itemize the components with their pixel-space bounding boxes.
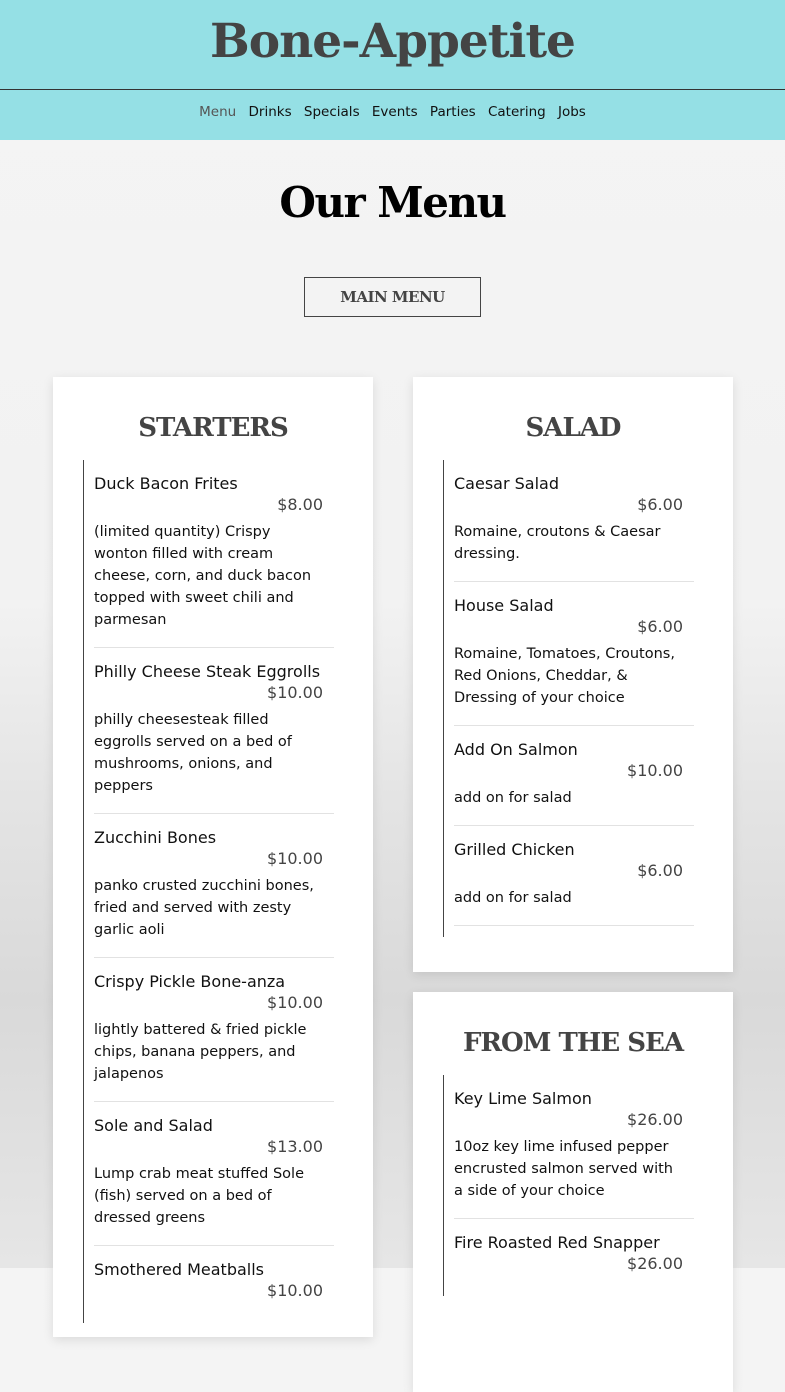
item-name: Caesar Salad [454, 474, 559, 493]
item-description: Romaine, croutons & Caesar dressing. [454, 524, 661, 562]
starters-card [53, 377, 373, 1337]
nav-jobs[interactable]: Jobs [558, 104, 586, 120]
menu-item [454, 826, 694, 926]
sea-list [443, 1075, 694, 1296]
item-price: $10.00 [267, 849, 323, 868]
item-description: 10oz key lime infused pepper encrusted salmon served with a side of your choice [454, 1139, 673, 1199]
item-name: Add On Salmon [454, 740, 578, 759]
item-description: (limited quantity) Crispy wonton filled with cream cheese, corn, and duck bacon topped with sweet chili and parmesan [94, 524, 312, 628]
menu-item [454, 1219, 694, 1296]
item-price: $10.00 [267, 993, 323, 1012]
site-header [0, 0, 785, 140]
item-price: $6.00 [637, 495, 683, 514]
salad-card [413, 377, 733, 972]
nav-events[interactable]: Events [371, 104, 418, 120]
item-name: Philly Cheese Steak Eggrolls [94, 662, 321, 681]
item-price: $10.00 [267, 683, 323, 702]
salad-list [443, 460, 694, 937]
item-price: $6.00 [637, 861, 683, 880]
item-price: $10.00 [627, 761, 683, 780]
menu-item [94, 648, 334, 814]
item-description: lightly battered & fried pickle chips, banana peppers, and jalapenos [94, 1022, 307, 1082]
item-price: $26.00 [627, 1254, 683, 1273]
nav-specials[interactable]: Specials [303, 104, 360, 120]
item-price: $8.00 [277, 495, 323, 514]
menu-item [94, 1102, 334, 1246]
item-name: Crispy Pickle Bone-anza [94, 972, 286, 991]
brand-logo[interactable]: Bone-Appetite [210, 14, 575, 69]
nav-parties[interactable]: Parties [429, 104, 476, 120]
from-the-sea-card [413, 992, 733, 1392]
page-title: Our Menu [279, 178, 506, 227]
nav-catering[interactable]: Catering [487, 104, 546, 120]
item-name: Zucchini Bones [94, 828, 217, 847]
header-divider [0, 89, 785, 90]
item-description: Lump crab meat stuffed Sole (fish) served on a bed of dressed greens [94, 1166, 304, 1226]
item-name: Grilled Chicken [454, 840, 575, 859]
menu-item [94, 1246, 334, 1323]
item-description: add on for salad [454, 790, 572, 806]
item-price: $26.00 [627, 1110, 683, 1129]
item-name: Key Lime Salmon [454, 1089, 592, 1108]
section-title: SALAD [525, 413, 621, 443]
menu-item [454, 582, 694, 726]
item-name: House Salad [454, 596, 554, 615]
menu-item [94, 460, 334, 648]
item-description: add on for salad [454, 890, 572, 906]
menu-item [454, 460, 694, 582]
item-description: philly cheesesteak filled eggrolls served on a bed of mushrooms, onions, and peppers [94, 712, 292, 794]
item-name: Sole and Salad [94, 1116, 213, 1135]
item-description: panko crusted zucchini bones, fried and served with zesty garlic aoli [94, 878, 314, 938]
item-price: $6.00 [637, 617, 683, 636]
item-description: Romaine, Tomatoes, Croutons, Red Onions, Cheddar, & Dressing of your choice [454, 646, 675, 706]
starters-list [83, 460, 334, 1323]
nav-drinks[interactable]: Drinks [248, 104, 292, 120]
menu-item [94, 814, 334, 958]
item-price: $10.00 [267, 1281, 323, 1300]
item-name: Duck Bacon Frites [94, 474, 238, 493]
main-menu-button[interactable]: MAIN MENU [304, 277, 481, 317]
menu-item [94, 958, 334, 1102]
section-title: FROM THE SEA [462, 1028, 684, 1058]
section-title: STARTERS [138, 413, 288, 443]
item-price: $13.00 [267, 1137, 323, 1156]
menu-item [454, 726, 694, 826]
item-name: Smothered Meatballs [94, 1260, 265, 1279]
nav-menu[interactable]: Menu [199, 104, 237, 120]
main-nav [0, 104, 785, 120]
item-name: Fire Roasted Red Snapper [454, 1233, 660, 1252]
menu-item [454, 1075, 694, 1219]
